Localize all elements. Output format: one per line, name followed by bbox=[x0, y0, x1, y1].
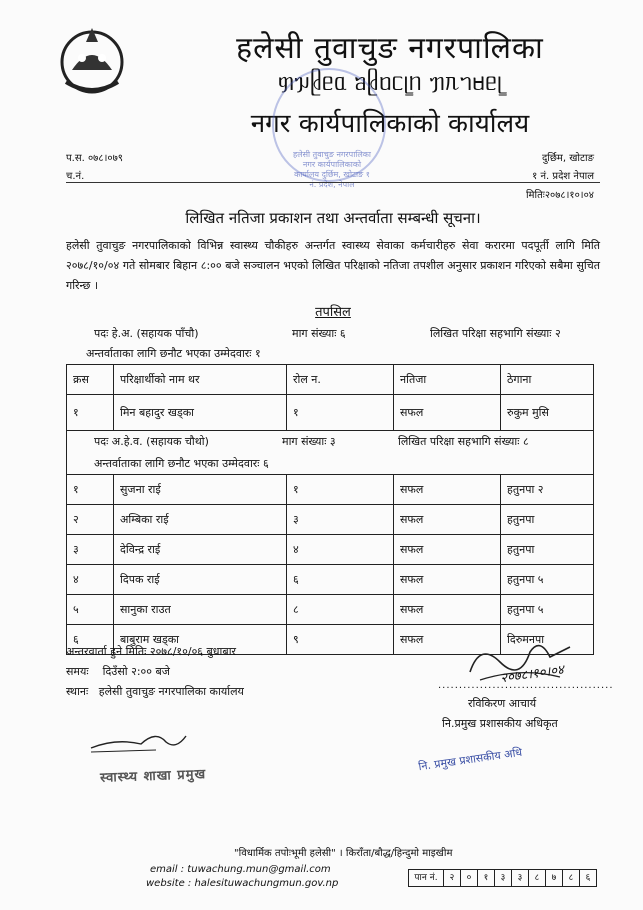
office-stamp-text: हलेसी तुवाचुङ नगरपालिका नगर कार्यपालिकाको कार्यालय दुर्छिम, खोटाङ १ नं. प्रदेश, नेपाल bbox=[292, 150, 372, 189]
cell-result: सफल bbox=[394, 475, 501, 505]
cell-roll: ३ bbox=[287, 505, 394, 535]
cell-roll: १ bbox=[287, 475, 394, 505]
header-cell-sn: क्रस bbox=[67, 365, 114, 395]
cell-address: हतुनपा २ bbox=[501, 475, 594, 505]
section2-post: पदः अ.हे.व. (सहायक चौथो) bbox=[94, 435, 209, 448]
notice-heading: लिखित नतिजा प्रकाशन तथा अन्तर्वाता सम्बन्धी सूचना। bbox=[185, 209, 481, 227]
cell-address: हतुनपा ५ bbox=[501, 565, 594, 595]
cell-name: देविन्द्र राई bbox=[114, 535, 287, 565]
pan-digit: ३ bbox=[494, 870, 511, 886]
cell-result: सफल bbox=[394, 535, 501, 565]
table-row bbox=[67, 565, 594, 595]
footer-slogan: "विधार्मिक तपोःभूमी हलेसी" । किराँता/बौद्ध/हिन्दुमो माइखीम bbox=[234, 848, 453, 859]
pan-digit: ६ bbox=[579, 870, 596, 886]
interview-date: अन्तरवार्ता हुने मितिः २०७८/१०/०६ बुधाबार bbox=[66, 645, 237, 658]
section1-participants: लिखित परिक्षा सहभागि संख्याः २ bbox=[430, 327, 561, 340]
cell-sn: ६ bbox=[67, 625, 114, 655]
interview-place: स्थानः हलेसी तुवाचुङ नगरपालिका कार्यालय bbox=[66, 685, 244, 698]
cell-sn: १ bbox=[67, 475, 114, 505]
header-cell-result: नतिजा bbox=[394, 365, 501, 395]
pan-digit: ८ bbox=[562, 870, 579, 886]
health-chief-signature bbox=[86, 720, 196, 760]
notice-date: मितिः२०७८।१०।०४ bbox=[525, 190, 594, 201]
health-chief-stamp: स्वास्थ्य शाखा प्रमुख bbox=[99, 767, 207, 786]
office-title: नगर कार्यपालिकाको कार्यालय bbox=[250, 109, 530, 139]
table-header-row bbox=[67, 365, 594, 395]
section1-post: पदः हे.अ. (सहायक पाँचौ) bbox=[94, 327, 199, 340]
reference-number: प.स. ०७८।०७९ bbox=[66, 153, 123, 164]
footer-email: email : tuwachung.mun@gmail.com bbox=[150, 864, 331, 875]
cell-result: सफल bbox=[394, 595, 501, 625]
section2-demand: माग संख्याः ३ bbox=[282, 435, 336, 448]
officer-stamp: नि. प्रमुख प्रशासकीय अधि bbox=[417, 745, 523, 774]
office-location: दुर्छिम, खोटाङ bbox=[541, 153, 594, 164]
cell-sn: ५ bbox=[67, 595, 114, 625]
cell-roll: १ bbox=[287, 395, 394, 431]
header-cell-roll: रोल न. bbox=[287, 365, 394, 395]
cell-roll: ९ bbox=[287, 625, 394, 655]
header-cell-address: ठेगाना bbox=[501, 365, 594, 395]
municipality-title-script: ᥞᥭᥪᥱᥲ ᥑᥪᥝᥴᥧᥒ ᥟᥰᥐᥛᥱᥧ bbox=[277, 68, 503, 96]
cell-sn: ४ bbox=[67, 565, 114, 595]
schedule-title: तपसिल bbox=[315, 305, 351, 320]
cell-name: अम्बिका राई bbox=[114, 505, 287, 535]
cell-roll: ८ bbox=[287, 595, 394, 625]
table-row bbox=[67, 535, 594, 565]
pan-digit: २ bbox=[443, 870, 460, 886]
interview-time: समयः दिउँसो २:०० बजे bbox=[66, 665, 170, 678]
dispatch-number: च.नं. bbox=[66, 171, 85, 182]
office-province: १ नं. प्रदेश नेपाल bbox=[532, 171, 594, 182]
cell-result: सफल bbox=[394, 565, 501, 595]
pan-digit: ८ bbox=[528, 870, 545, 886]
signature-line: .......................................... bbox=[438, 680, 614, 691]
cell-result: सफल bbox=[394, 505, 501, 535]
table-row bbox=[67, 395, 594, 431]
cell-sn: १ bbox=[67, 395, 114, 431]
cell-roll: ४ bbox=[287, 535, 394, 565]
cell-address: हतुनपा bbox=[501, 535, 594, 565]
handwritten-date: २०७८।१०।०४ bbox=[499, 662, 565, 687]
header-cell-name: परिक्षार्थीको नाम थर bbox=[114, 365, 287, 395]
pan-digit: ७ bbox=[545, 870, 562, 886]
pan-label: पान नं. bbox=[414, 873, 438, 883]
pan-number-box bbox=[408, 869, 597, 887]
header-divider bbox=[66, 182, 600, 183]
pan-digit: ३ bbox=[511, 870, 528, 886]
results-table-1 bbox=[66, 364, 594, 431]
cell-name: बाबुराम खड्का bbox=[114, 625, 287, 655]
table-row bbox=[67, 475, 594, 505]
cell-roll: ६ bbox=[287, 565, 394, 595]
cell-sn: २ bbox=[67, 505, 114, 535]
cell-sn: ३ bbox=[67, 535, 114, 565]
pan-digit: ० bbox=[460, 870, 477, 886]
cell-result: सफल bbox=[394, 625, 501, 655]
results-table-2 bbox=[66, 474, 594, 655]
pan-digit: १ bbox=[477, 870, 494, 886]
municipality-title: हलेसी तुवाचुङ नगरपालिका bbox=[236, 31, 544, 66]
cell-address: हतुनपा bbox=[501, 505, 594, 535]
cell-name: मिन बहादुर खड्का bbox=[114, 395, 287, 431]
notice-body: हलेसी तुवाचुङ नगरपालिकाको विभिन्न स्वास्थ्य चौकीहरु अन्तर्गत स्वास्थ्य सेवाका कर्मचारीहरु सेवा करारमा पदपूर्ती लागि मिति २०७८/१०/०४ गते सोमबार बिहान ८:०० बजे सञ्चालन भएको लिखित परिक्षाको नतिजा तपशील अनुसार प्रकाशन गरिएको सबैमा सुचित गरिन्छ । bbox=[66, 239, 600, 292]
cell-name: सुजना राई bbox=[114, 475, 287, 505]
section1-demand: माग संख्याः ६ bbox=[292, 327, 346, 340]
section1-selected: अन्तर्वाताका लागि छनौट भएका उम्मेदवारः १ bbox=[86, 347, 261, 360]
cell-result: सफल bbox=[394, 395, 501, 431]
signatory-designation: नि.प्रमुख प्रशासकीय अधिकृत bbox=[442, 717, 558, 730]
nepal-emblem-icon bbox=[52, 20, 132, 100]
cell-address: दिरुमनपा bbox=[501, 625, 594, 655]
signatory-name: रविकिरण आचार्य bbox=[468, 697, 537, 710]
cell-address: हतुनपा ५ bbox=[501, 595, 594, 625]
table-row bbox=[67, 595, 594, 625]
table-row bbox=[67, 505, 594, 535]
footer-website: website : halesituwachungmun.gov.np bbox=[146, 878, 339, 889]
cell-name: दिपक राई bbox=[114, 565, 287, 595]
section2-participants: लिखित परिक्षा सहभागि संख्याः ८ bbox=[398, 435, 529, 448]
cell-name: सानुका राउत bbox=[114, 595, 287, 625]
section2-selected: अन्तर्वाताका लागि छनौट भएका उम्मेदवारः ६ bbox=[94, 457, 269, 470]
cell-address: रुकुम मुसि bbox=[501, 395, 594, 431]
